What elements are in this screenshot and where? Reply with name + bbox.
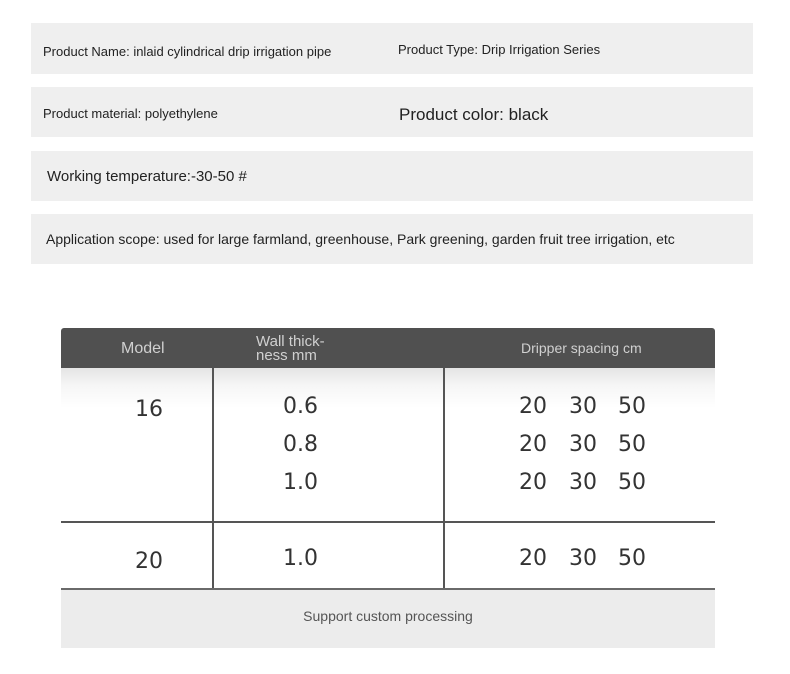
row1-spacing-3c: 50 bbox=[618, 470, 646, 495]
row-divider bbox=[61, 521, 715, 523]
product-name: Product Name: inlaid cylindrical drip irrigation pipe bbox=[43, 44, 332, 59]
row1-spacing-2c: 50 bbox=[618, 432, 646, 457]
spec-table-body bbox=[61, 368, 715, 590]
application-scope: Application scope: used for large farmland, greenhouse, Park greening, garden fruit tree irrigation, etc bbox=[46, 231, 675, 247]
row2-wall-1: 1.0 bbox=[283, 546, 318, 571]
header-model: Model bbox=[121, 340, 165, 357]
header-dripper-spacing: Dripper spacing cm bbox=[521, 340, 642, 356]
spec-table-footer bbox=[61, 590, 715, 648]
row2-model: 20 bbox=[135, 549, 163, 574]
row1-wall-1: 0.6 bbox=[283, 394, 318, 419]
row1-spacing-3b: 30 bbox=[569, 470, 597, 495]
column-divider-1 bbox=[212, 368, 214, 588]
product-color: Product color: black bbox=[399, 105, 549, 124]
custom-processing-note: Support custom processing bbox=[303, 608, 473, 624]
product-info-row-2 bbox=[31, 87, 753, 137]
row1-spacing-2a: 20 bbox=[519, 432, 547, 457]
product-material: Product material: polyethylene bbox=[43, 106, 218, 121]
row2-spacing-1b: 30 bbox=[569, 546, 597, 571]
row1-spacing-1b: 30 bbox=[569, 394, 597, 419]
row1-spacing-1c: 50 bbox=[618, 394, 646, 419]
product-info-row-3 bbox=[31, 151, 753, 201]
working-temperature: Working temperature:-30-50 # bbox=[47, 168, 247, 185]
row1-wall-2: 0.8 bbox=[283, 432, 318, 457]
header-wall-thickness-line2: ness mm bbox=[256, 347, 317, 364]
row1-spacing-3a: 20 bbox=[519, 470, 547, 495]
spec-table bbox=[61, 328, 715, 648]
product-type: Product Type: Drip Irrigation Series bbox=[398, 42, 601, 57]
row1-spacing-1a: 20 bbox=[519, 394, 547, 419]
row2-spacing-1a: 20 bbox=[519, 546, 547, 571]
row1-model: 16 bbox=[135, 397, 163, 422]
row1-spacing-2b: 30 bbox=[569, 432, 597, 457]
spec-table-header bbox=[61, 328, 715, 368]
product-info-row-4 bbox=[31, 214, 753, 264]
row2-spacing-1c: 50 bbox=[618, 546, 646, 571]
column-divider-2 bbox=[443, 368, 445, 588]
header-wall-thickness-line1: Wall thick- bbox=[256, 333, 325, 350]
product-info-row-1 bbox=[31, 23, 753, 74]
row1-wall-3: 1.0 bbox=[283, 470, 318, 495]
